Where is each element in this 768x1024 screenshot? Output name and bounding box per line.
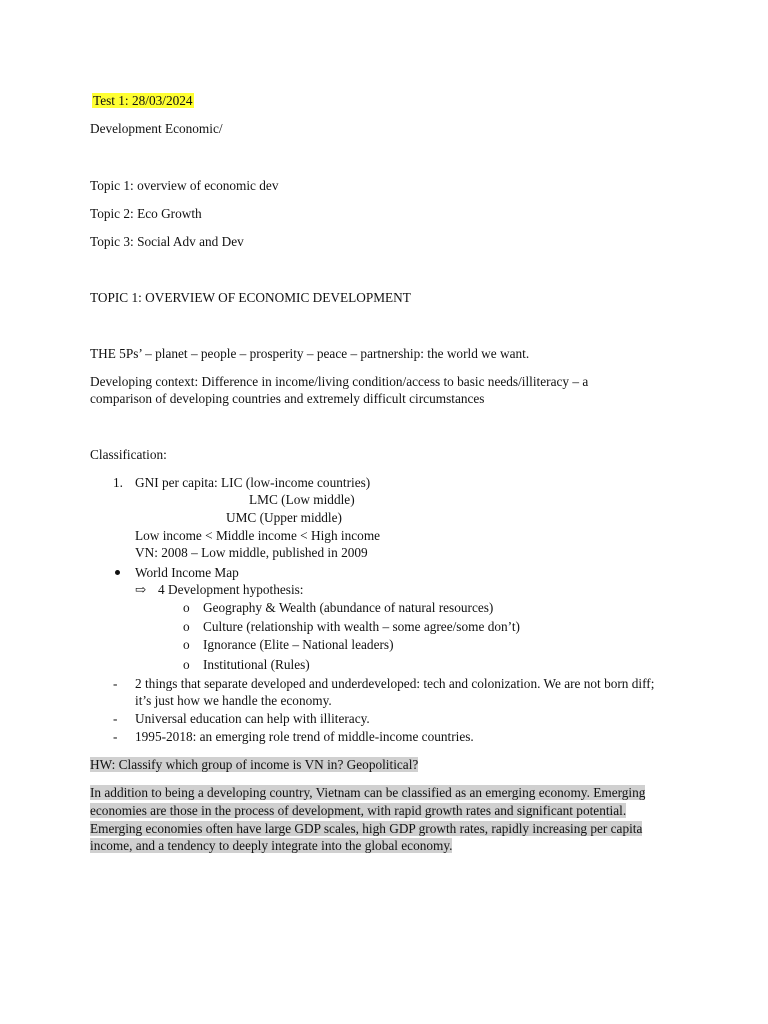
lmc-line: LMC (Low middle)	[249, 492, 355, 507]
circle-bullet-icon: o	[183, 600, 190, 615]
bullet-dot-icon	[115, 570, 120, 575]
context-line-2: comparison of developing countries and extremely difficult circumstances	[90, 391, 485, 406]
topic1-heading: TOPIC 1: OVERVIEW OF ECONOMIC DEVELOPMENT	[90, 290, 411, 305]
dash-item-3: 1995-2018: an emerging role trend of middle-income countries.	[135, 729, 474, 744]
hypothesis-item-1: Geography & Wealth (abundance of natural resources)	[203, 600, 494, 615]
hypothesis-item-3: Ignorance (Elite – National leaders)	[203, 637, 394, 652]
dash-icon: -	[113, 729, 118, 744]
answer-line-2: economies are those in the process of development, with rapid growth rates and significant potential.	[90, 803, 627, 818]
test-date-header: Test 1: 28/03/2024	[93, 93, 193, 108]
hypothesis-item-2: Culture (relationship with wealth – some agree/some don’t)	[203, 619, 520, 634]
dash-item-1-line-1: 2 things that separate developed and underdeveloped: tech and colonization. We are not born diff;	[135, 676, 655, 691]
dash-item-2: Universal education can help with illiteracy.	[135, 711, 370, 726]
course-title: Development Economic/	[90, 121, 223, 136]
circle-bullet-icon: o	[183, 619, 190, 634]
vn-status-line: VN: 2008 – Low middle, published in 2009	[135, 545, 368, 560]
topic-line-2: Topic 2: Eco Growth	[90, 206, 202, 221]
gni-line: GNI per capita: LIC (low-income countries)	[135, 475, 371, 490]
answer-line-1: In addition to being a developing country, Vietnam can be classified as an emerging economy. Emerging	[90, 785, 646, 800]
dash-item-1-line-2: it’s just how we handle the economy.	[135, 693, 332, 708]
hypothesis-heading: 4 Development hypothesis:	[158, 582, 304, 597]
world-income-map-item: World Income Map	[135, 565, 239, 580]
arrow-icon: ⇨	[135, 582, 147, 597]
list-number-1: 1.	[113, 475, 123, 490]
answer-line-3: Emerging economies often have large GDP scales, high GDP growth rates, rapidly increasing per capita	[90, 821, 643, 836]
income-order-line: Low income < Middle income < High income	[135, 528, 381, 543]
topic-line-3: Topic 3: Social Adv and Dev	[90, 234, 244, 249]
hypothesis-item-4: Institutional (Rules)	[203, 657, 310, 672]
circle-bullet-icon: o	[183, 637, 190, 652]
homework-question: HW: Classify which group of income is VN in? Geopolitical?	[90, 757, 419, 772]
umc-line: UMC (Upper middle)	[226, 510, 342, 525]
context-line-1: Developing context: Difference in income/living condition/access to basic needs/illiteracy – a	[90, 374, 589, 389]
topic-line-1: Topic 1: overview of economic dev	[90, 178, 279, 193]
circle-bullet-icon: o	[183, 657, 190, 672]
dash-icon: -	[113, 711, 118, 726]
five-ps-line: THE 5Ps’ – planet – people – prosperity – peace – partnership: the world we want.	[90, 346, 530, 361]
dash-icon: -	[113, 676, 118, 691]
answer-line-4: income, and a tendency to deeply integrate into the global economy.	[90, 838, 453, 853]
classification-label: Classification:	[90, 447, 167, 462]
